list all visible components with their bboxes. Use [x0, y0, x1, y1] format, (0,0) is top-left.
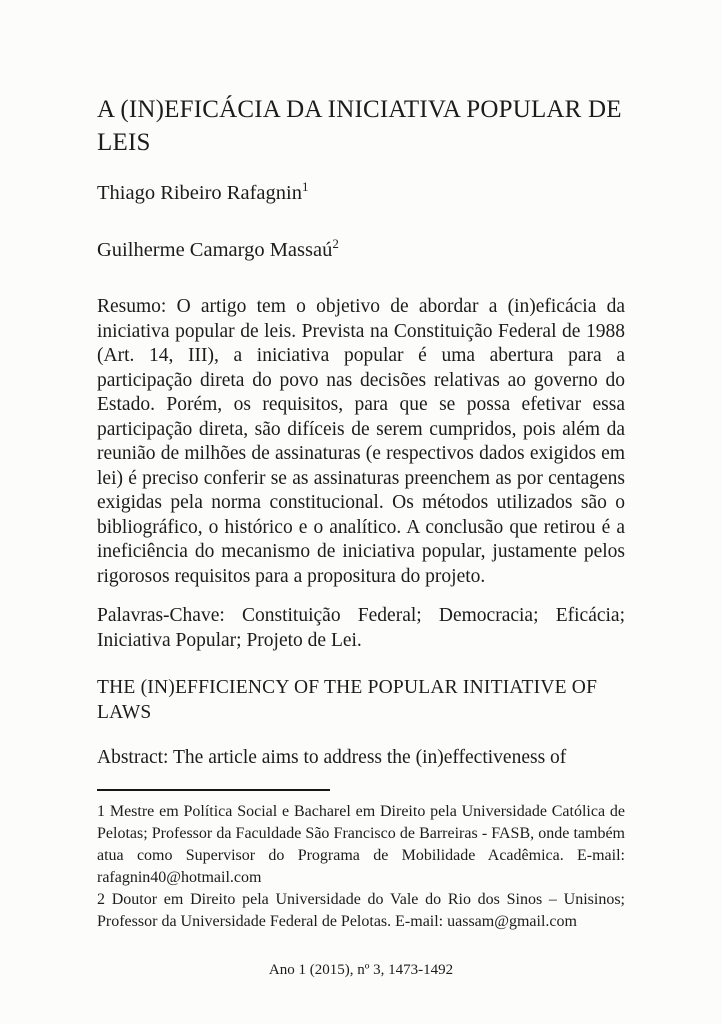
- page-content: [97, 93, 625, 933]
- keywords-pt: Palavras-Chave: Constituição Federal; Democracia; Eficácia; Iniciativa Popular; Projeto de Lei.: [97, 605, 625, 651]
- author-footnote-ref-1: 1: [301, 179, 309, 195]
- footnote-separator: [97, 789, 330, 791]
- article-title-en: THE (IN)EFFICIENCY OF THE POPULAR INITIATIVE OF LAWS: [97, 677, 598, 723]
- footnote-2: [97, 889, 625, 933]
- footnote-1-number: 1: [97, 802, 105, 820]
- abstract-en-first-line: Abstract: The article aims to address the (in)effectiveness of: [97, 747, 567, 768]
- footnote-2-text: Doutor em Direito pela Universidade do Vale do Rio dos Sinos – Unisinos; Professor da Universidade Federal de Pelotas. E-mail: uassam@gmail.com: [97, 890, 626, 930]
- abstract-pt: Resumo: O artigo tem o objetivo de abordar a (in)eficácia da iniciativa popular de leis. Prevista na Constituição Federal de 1988 (Art. 14, III), a iniciativa popular é uma abertura para a participação direta do povo nas decisões relativas ao governo do Estado. Porém, os requisitos, para que se possa efetivar essa participação direta, são difíceis de serem cumpridos, pois além da reunião de milhões de assinaturas (e respectivos dados exigidos em lei) é preciso conferir se as assinaturas preenchem as por centagens exigidas pela norma constitucional. Os métodos utilizados são o bibliográfico, o histórico e o analítico. A conclusão que retirou é a ineficiência do mecanismo de iniciativa popular, justamente pelos rigorosos requisitos para a propositura do projeto.: [97, 296, 625, 587]
- author-line-1: [97, 181, 625, 205]
- footnote-1: [97, 801, 625, 889]
- author-line-2: [97, 238, 625, 262]
- footnote-2-number: 2: [97, 890, 105, 908]
- author-name-2: Guilherme Camargo Massaú: [97, 239, 333, 261]
- article-title-pt: A (IN)EFICÁCIA DA INICIATIVA POPULAR DE LEIS: [97, 96, 622, 156]
- journal-citation-footer: Ano 1 (2015), nº 3, 1473-1492: [268, 962, 454, 978]
- author-footnote-ref-2: 2: [332, 236, 339, 252]
- footnote-1-text: Mestre em Política Social e Bacharel em Direito pela Universidade Católica de Pelotas; Professor da Faculdade São Francisco de Barreiras - FASB, onde também atua como Supervisor do Programa de Mobilidade Acadêmica. E-mail: rafagnin40@hotmail.com: [97, 802, 626, 886]
- author-name-1: Thiago Ribeiro Rafagnin: [97, 182, 302, 204]
